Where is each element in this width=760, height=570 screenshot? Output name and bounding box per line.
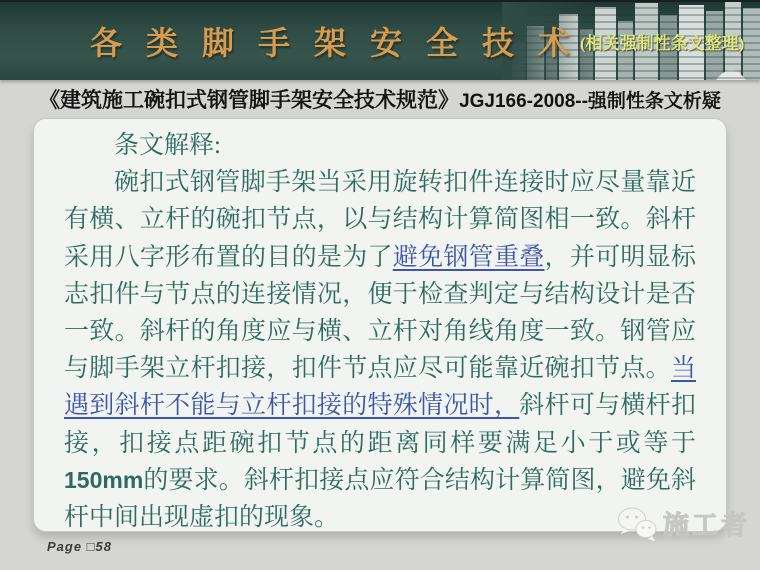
highlighted-text: 遇到斜杆不能与立杆扣接的特殊情况时， [64,392,520,420]
title-note: (相关强制性条文整理) [580,33,745,53]
header-banner [0,0,760,80]
text-line [64,276,696,313]
text-line [64,350,696,387]
text-line [64,313,696,350]
page-number: Page □58 [47,539,112,554]
body-text: 的要求。斜杆扣接点应符合结构计算简图，避免斜 [143,466,696,494]
highlighted-text: 当 [670,355,696,383]
page-title: 各 类 脚 手 架 安 全 技 术 [90,25,579,61]
text-line [64,387,696,424]
standard-name: 《建筑施工碗扣式钢管脚手架安全技术规范》 [39,89,460,112]
standard-code: JGJ166-2008--强制性条文析疑 [459,91,721,112]
body-text: 志扣件与节点的连接情况，便于检查判定与结构设计是否 [64,280,696,308]
text-line [64,462,696,499]
body-text: ，并可明显标 [544,243,696,271]
body-text: 条文解释: [114,132,221,159]
text-line [64,201,696,238]
body-text: 有横、立杆的碗扣节点，以与结构计算简图相一致。斜杆 [64,206,696,234]
watermark [616,505,750,542]
text-line [64,164,696,201]
text-line [64,127,696,164]
text-line [64,425,696,462]
body-text: 与脚手架立杆扣接，扣件节点应尽可能靠近碗扣节点。 [64,355,671,383]
measurement-text: 150mm [64,466,144,493]
highlighted-text: 避免钢管重叠 [392,243,545,271]
body-text: 杆中间出现虚扣的现象。 [64,504,340,532]
content-text [64,127,696,536]
content-card [33,118,727,532]
body-text: 采用八字形布置的目的是为了 [64,243,393,271]
body-text: 斜杆可与横杆扣 [519,392,696,420]
body-text: 一致。斜杆的角度应与横、立杆对角线角度一致。钢管应 [64,318,696,346]
text-line [64,239,696,276]
body-text: 接，扣接点距碗扣节点的距离同样要满足小于或等于 [64,429,696,457]
text-line [64,499,696,536]
subtitle [0,84,760,114]
wechat-icon [616,506,658,542]
body-text: 碗扣式钢管脚手架当采用旋转扣件连接时应尽量靠近 [114,169,696,197]
header-title-group [90,2,744,80]
watermark-label: 施工者 [662,510,750,540]
